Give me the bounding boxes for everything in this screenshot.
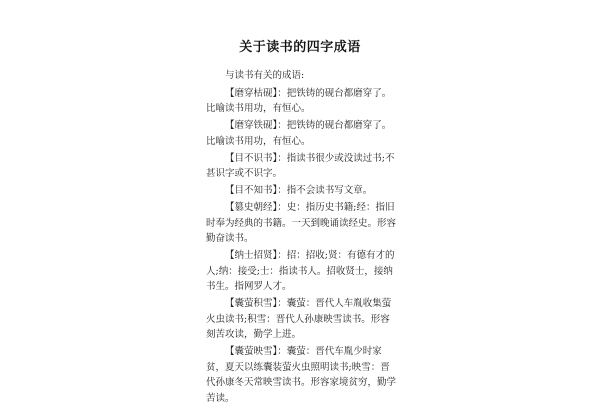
idiom-entry: 【目不知书】：指不会读书写文章。 (225, 185, 373, 196)
document-title: 关于读书的四字成语 (239, 40, 361, 55)
idiom-entry: 【囊萤映雪】：囊萤：晋代车胤少时家贫，夏天以练囊装萤火虫照明读书;映雪：晋代孙康冬天常映雪读书。形容家境贫穷，勤学苦读。 (206, 346, 397, 404)
idiom-entry: 【磨穿枯砚】：把铁铸的砚台都磨穿了。比喻读书用功，有恒心。 (206, 87, 392, 114)
idiom-entry: 【囊萤积雪】：囊萤：晋代人车胤收集萤火虫读书;积雪：晋代人孙康映雪读书。形容刻苦攻读，勤学上进。 (206, 298, 392, 340)
idiom-entry: 【磨穿铁砚】：把铁铸的砚台都磨穿了。比喻读书用功，有恒心。 (206, 120, 392, 147)
idiom-entry: 【篡史朝经】：史：指历史书籍;经：指旧时奉为经典的书籍。一天到晚诵读经史。形容勤奋读书。 (206, 202, 397, 244)
document-body (206, 68, 396, 408)
idiom-entry: 【纳士招贤】：招：招收;贤：有德有才的人;纳：接受;士：指读书人。招收贤士，接纳书生。指网罗人才。 (206, 250, 395, 292)
intro-paragraph: 与读书有关的成语: (225, 70, 305, 81)
idiom-entry: 【目不识书】：指读书很少或没读过书;不甚识字或不识字。 (206, 152, 395, 179)
